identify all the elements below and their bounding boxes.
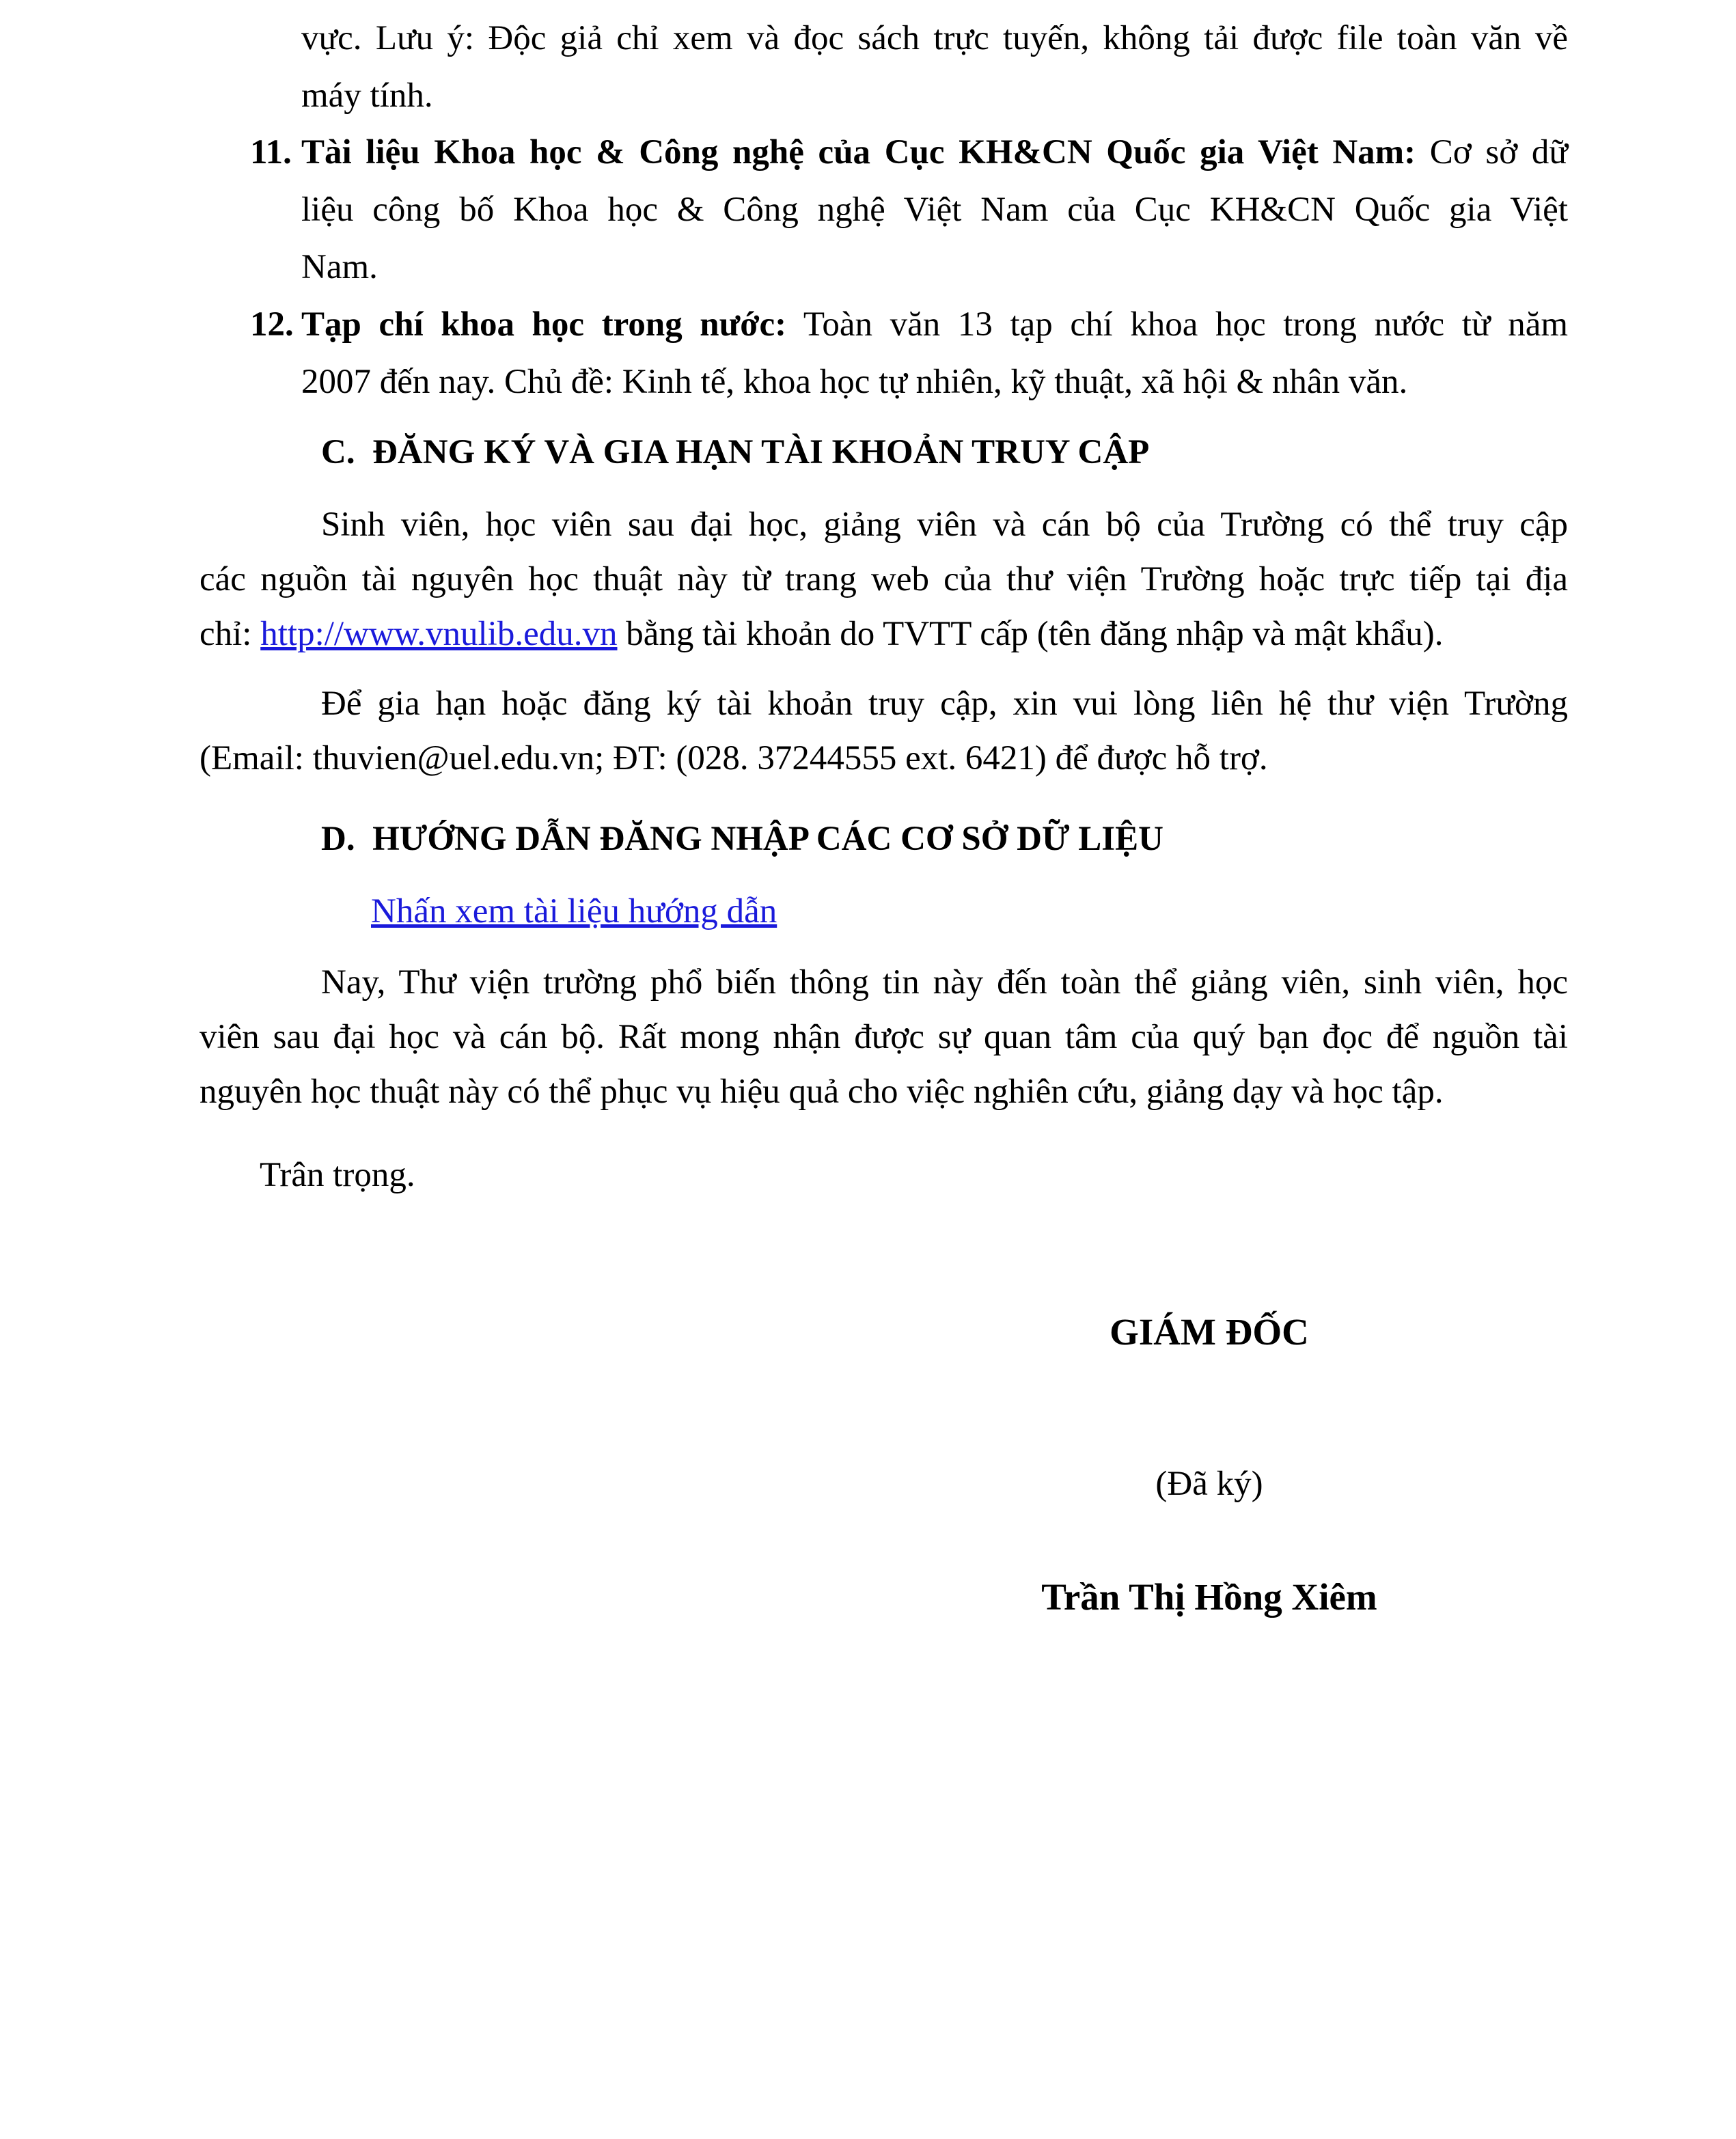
signature-position: GIÁM ĐỐC bbox=[1110, 1311, 1309, 1353]
section-d-para-line-3: nguyên học thuật này có thể phục vụ hiệu quả cho việc nghiên cứu, giảng dạy và học tập. bbox=[199, 1073, 1444, 1111]
guide-link[interactable]: Nhấn xem tài liệu hướng dẫn bbox=[371, 892, 777, 930]
list-continuation-line-2: máy tính. bbox=[301, 77, 433, 115]
list-item-12-text: Toàn văn 13 tạp chí khoa học trong nước từ năm bbox=[803, 305, 1568, 344]
section-d-heading: D. HƯỚNG DẪN ĐĂNG NHẬP CÁC CƠ SỞ DỮ LIỆU bbox=[321, 820, 1163, 858]
section-c-para1-line-1: Sinh viên, học viên sau đại học, giảng viên và cán bộ của Trường có thể truy cập bbox=[321, 506, 1568, 544]
section-c-para1-line-2: các nguồn tài nguyên học thuật này từ trang web của thư viện Trường hoặc trực tiếp tại địa bbox=[199, 560, 1568, 598]
section-c-para1-line-3 bbox=[199, 613, 1444, 654]
address-label: chỉ: bbox=[199, 615, 261, 653]
list-number-12: 12. bbox=[250, 305, 294, 344]
section-c-para2-line-2: (Email: thuvien@uel.edu.vn; ĐT: (028. 37244555 ext. 6421) để được hỗ trợ. bbox=[199, 739, 1268, 777]
vnulib-link[interactable]: http://www.vnulib.edu.vn bbox=[260, 615, 618, 653]
section-c-para2-line-1: Để gia hạn hoặc đăng ký tài khoản truy cập, xin vui lòng liên hệ thư viện Trường bbox=[321, 685, 1568, 723]
address-tail: bằng tài khoản do TVTT cấp (tên đăng nhập và mật khẩu). bbox=[617, 615, 1444, 653]
signature-signed-note: (Đã ký) bbox=[1155, 1465, 1263, 1503]
list-item-11-text: Cơ sở dữ bbox=[1429, 133, 1568, 171]
list-item-11-title: Tài liệu Khoa học & Công nghệ của Cục KH&CN Quốc gia Việt Nam: bbox=[301, 133, 1416, 171]
list-item-12-title: Tạp chí khoa học trong nước: bbox=[301, 305, 787, 344]
list-item-11-line-3: Nam. bbox=[301, 248, 378, 286]
section-c-heading: C. ĐĂNG KÝ VÀ GIA HẠN TÀI KHOẢN TRUY CẬP bbox=[321, 433, 1150, 471]
list-number-11: 11. bbox=[250, 133, 292, 171]
section-d-para-line-1: Nay, Thư viện trường phổ biến thông tin này đến toàn thể giảng viên, sinh viên, học bbox=[321, 963, 1568, 1002]
list-item-12-line-1 bbox=[301, 304, 1568, 345]
list-continuation-line-1: vực. Lưu ý: Độc giả chỉ xem và đọc sách trực tuyến, không tải được file toàn văn về bbox=[301, 19, 1568, 57]
signature-name: Trần Thị Hồng Xiêm bbox=[1041, 1576, 1377, 1618]
list-item-12-line-2: 2007 đến nay. Chủ đề: Kinh tế, khoa học tự nhiên, kỹ thuật, xã hội & nhân văn. bbox=[301, 363, 1408, 401]
list-item-11-line-2: liệu công bố Khoa học & Công nghệ Việt Nam của Cục KH&CN Quốc gia Việt bbox=[301, 191, 1568, 229]
closing-regards: Trân trọng. bbox=[260, 1156, 415, 1194]
list-item-11-line-1 bbox=[301, 132, 1568, 173]
section-d-para-line-2: viên sau đại học và cán bộ. Rất mong nhận được sự quan tâm của quý bạn đọc để nguồn tài bbox=[199, 1018, 1568, 1056]
